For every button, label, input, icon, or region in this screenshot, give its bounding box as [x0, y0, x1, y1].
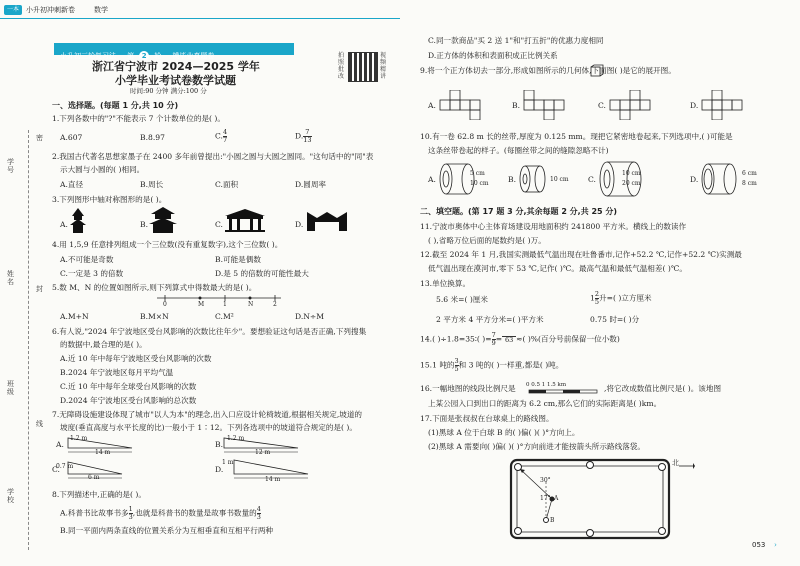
q8-option-a — [60, 506, 261, 521]
q5-option-b: B.M×N — [140, 312, 169, 321]
q16-stem-1a: 16.一幅地图的线段比例尺是 — [420, 384, 516, 393]
q1c-den: 7 — [222, 136, 228, 144]
q13-mixed-post: 升=( )立方厘米 — [598, 293, 652, 303]
side-label-id: 学号 — [7, 158, 14, 174]
q10d-inner: 6 cm — [742, 170, 757, 177]
q13-item-4: 0.75 时=( )分 — [590, 315, 640, 324]
q7-option-b-label: B. — [215, 440, 223, 449]
q13-stem: 13.单位换算。 — [420, 279, 471, 288]
q5-label-n: N — [248, 301, 254, 308]
q14-stem — [420, 332, 620, 347]
next-page-chevron-icon[interactable]: › — [774, 541, 777, 549]
q14-den2: 63 — [504, 335, 514, 344]
q1c-prefix: C. — [215, 131, 223, 141]
q13-item-2 — [590, 291, 652, 306]
banner-suffix: 模毕业真题卷 — [172, 52, 215, 60]
q10c-outer: 20 cm — [622, 180, 641, 187]
q10-option-a-label: A. — [428, 175, 436, 184]
q17-angle-17: 17° — [540, 495, 551, 502]
q5-stem: 5.数 M、N 的位置如图所示,则下列算式中得数最大的是( )。 — [52, 283, 257, 292]
q13-mixed-den: 5 — [594, 298, 599, 306]
q15-rest: 和 3 吨的( )一样重,都是( )吨。 — [458, 360, 564, 370]
qr-label-right: 视频精讲 — [380, 52, 387, 80]
q6-option-c: C.近 10 年中每年全球受台风影响的次数 — [60, 382, 197, 391]
q1c-num: 4 — [222, 128, 228, 136]
q9-solid-figure — [590, 64, 604, 77]
q14-prefix: 14.( )÷1.8=35∶( )= — [420, 334, 492, 344]
q9-option-d-label: D. — [690, 101, 699, 110]
q5-option-c: C.M² — [215, 312, 234, 321]
q8a-prefix: A.科普书比故事书多 — [60, 508, 129, 518]
q10-stem-1: 10.有一卷 62.8 m 长的丝带,厚度为 0.125 mm。现把它紧密地卷起来,下列选项中,( )可能是 — [420, 132, 733, 141]
gate-icon — [305, 208, 349, 232]
q1d-den: 13 — [303, 136, 312, 144]
q1d-prefix: D. — [295, 131, 304, 141]
q9b-net — [522, 90, 584, 120]
q12-stem-2: 低气温出现在漠河市,零下 53 ℃,记作( )℃。最高气温和最低气温相差( )℃。 — [428, 264, 687, 273]
q4-stem: 4.用 1,5,9 任意排列组成一个三位数(没有重复数字),这个三位数( )。 — [52, 240, 283, 249]
subject-label: 数学 — [94, 6, 108, 14]
banner-round-number: 2 — [139, 51, 149, 61]
q17-part-2: (2)黑球 A 需要向( )偏( )( )°方向前进才能按箭头所示路线落袋。 — [428, 442, 645, 451]
q15-prefix: 15.1 吨的 — [420, 360, 455, 370]
q16-stem-2: 上某公园入口到出口的距离为 6.2 cm,那么它们的实际距离是( )km。 — [428, 399, 662, 408]
q17-stem: 17.下面是张叔叔在台球桌上的路线图。 — [420, 414, 554, 423]
q13-mixed-whole: 1 — [590, 293, 595, 303]
q6-option-d: D.2024 年宁波地区受台风影响的总次数 — [60, 396, 197, 405]
q9-stem: 9.将一个正方体切去一部分,形成如图所示的几何体,下面图( )是它的展开图。 — [420, 66, 676, 75]
side-label-class: 班级 — [7, 380, 14, 396]
q10b-dim: 10 cm — [550, 176, 569, 183]
q14-num1: 7 — [491, 331, 496, 339]
q7-stem-1: 7.无障碍设施建设体现了城市"以人为本"的理念,出入口应设计轮椅坡道,根据相关规定,坡道的 — [52, 410, 363, 419]
q14-fraction-2 — [502, 336, 516, 344]
hall-icon — [223, 208, 267, 232]
q7c-length: 6 m — [88, 474, 100, 481]
q16-scale-labels: 0 0.5 1 1.5 km — [526, 382, 567, 388]
q8-option-d: D.正方体的体积和表面积成正比例关系 — [428, 51, 558, 60]
q14-suffix: ≈( )%(百分号前保留一位小数) — [516, 334, 620, 344]
q7-option-a-label: A. — [56, 440, 64, 449]
q3-stem: 3.下列图形中轴对称图形的是( )。 — [52, 195, 167, 204]
q8a-den1: 3 — [128, 513, 133, 521]
side-label-school: 学校 — [7, 488, 14, 504]
q9d-net — [700, 90, 762, 120]
q3-option-c-label: C. — [215, 220, 223, 229]
q7d-height: 1 m — [222, 459, 234, 466]
q7a-length: 14 m — [95, 449, 111, 456]
q2-option-c: C.面积 — [215, 180, 239, 189]
q4-option-d: D.是 5 的倍数的可能性最大 — [215, 269, 309, 278]
pool-table-diagram — [508, 457, 674, 543]
side-mark-secret: 密 — [36, 134, 43, 142]
q7b-height: 1.2 m — [227, 435, 245, 442]
q9c-net — [608, 90, 670, 120]
q16-scale-bar — [528, 389, 600, 395]
north-arrow-icon — [678, 462, 696, 470]
q7b-length: 12 m — [255, 449, 271, 456]
q8-option-c: C.同一款商品"买 2 送 1"和"打五折"的优惠力度相同 — [428, 36, 604, 45]
q12-stem-1: 12.截至 2024 年 1 月,我国实测最低气温出现在吐鲁番市,记作+52.2 ℃,记作+52.2 ℃)实测最 — [420, 250, 742, 259]
q8-stem: 8.下列描述中,正确的是( )。 — [52, 490, 146, 499]
banner-round-post: 轮 — [154, 52, 162, 60]
q13-mixed-num: 2 — [594, 290, 599, 298]
q7d-length: 14 m — [265, 476, 281, 483]
q10-option-b-label: B. — [508, 175, 516, 184]
q10d-outer: 8 cm — [742, 180, 757, 187]
q15-den: 5 — [454, 365, 459, 373]
q11-stem-1: 11.宁波市奥体中心主体育场建设用地面积约 241800 平方米。横线上的数读作 — [420, 222, 687, 231]
q7c-height: 0.7 m — [56, 463, 74, 470]
paper-title-line2: 小学毕业考试卷数学试题 — [115, 74, 236, 87]
q1-stem: 1.下列各数中的"?"不能表示 7 个计数单位的是( )。 — [52, 114, 225, 123]
q6-option-b: B.2024 年宁波地区每月平均气温 — [60, 368, 174, 377]
q7a-height: 1.2 m — [70, 435, 88, 442]
pavilion-icon — [148, 206, 178, 234]
section-fill: 二、填空题。(第 17 题 3 分,其余每题 2 分,共 25 分) — [420, 207, 618, 216]
q5-number-line — [155, 294, 285, 308]
q17-part-1: (1)黑球 A 位于白球 B 的( )偏( )( )°方向上。 — [428, 428, 580, 437]
q2-option-b: B.周长 — [140, 180, 164, 189]
side-mark-line: 线 — [36, 420, 43, 428]
binding-line — [28, 130, 29, 550]
q7-option-d-label: D. — [215, 465, 224, 474]
q13-item-3: 2 平方米 4 平方分米=( )平方米 — [436, 315, 544, 324]
q15-num: 3 — [454, 357, 459, 365]
q10-stem-2: 这条丝带卷起的样子。(每圈丝带之间的缝隙忽略不计) — [428, 146, 609, 155]
q1-option-b: B.8.97 — [140, 133, 165, 142]
q4-option-a: A.不可能是奇数 — [60, 255, 114, 264]
q11-stem-2: ( ),省略万位后面的尾数约是( )万。 — [428, 236, 546, 245]
q14-den1: 9 — [491, 339, 496, 347]
round-banner — [54, 43, 294, 60]
q1-option-a: A.607 — [60, 133, 83, 142]
q3-option-b-label: B. — [140, 220, 148, 229]
qr-label-left: 拍照批改 — [338, 52, 345, 80]
banner-prefix: 小升初三轮复习法 — [60, 52, 116, 60]
q8-option-b: B.同一平面内两条直线的位置关系分为互相垂直和互相平行两种 — [60, 526, 274, 535]
q1-option-d — [295, 129, 312, 144]
north-label: 北 — [672, 459, 679, 467]
q4-option-c: C.一定是 3 的倍数 — [60, 269, 124, 278]
q8a-middle: ,也就是科普书的数量是故事书数量的 — [132, 508, 257, 518]
q17-angle-30: 30° — [540, 477, 551, 484]
q5-tick-0: 0 — [163, 301, 167, 308]
q10b-roll — [518, 164, 548, 194]
q10-option-c-label: C. — [588, 175, 596, 184]
side-mark-seal: 封 — [36, 285, 43, 293]
q1d-fraction — [303, 129, 311, 144]
q1c-fraction — [223, 129, 227, 144]
q9-option-c-label: C. — [598, 101, 606, 110]
header-rule — [0, 18, 400, 19]
q9-option-b-label: B. — [512, 101, 520, 110]
q15-stem — [420, 358, 563, 373]
q1d-num: 7 — [303, 129, 311, 137]
q10-option-d-label: D. — [690, 175, 699, 184]
section-choice: 一、选择题。(每题 1 分,共 10 分) — [52, 101, 179, 110]
page-number: 053 — [752, 541, 766, 549]
q2-stem-1: 2.我国古代著名思想家墨子在 2400 多年前曾提出:"小圆之圆与大圆之圆同。"这句话中的"同"表 — [52, 152, 374, 161]
series-name: 小升初冲刺新卷 — [26, 6, 75, 14]
q8a-num1: 1 — [128, 505, 133, 513]
q2-stem-2: 示大圆与小圆的( )相同。 — [60, 165, 145, 174]
q5-option-a: A.M+N — [60, 312, 89, 321]
q9-option-a-label: A. — [428, 101, 436, 110]
brand-logo: 一本 — [4, 5, 22, 15]
q6-stem-2: 的数据中,最合理的是( )。 — [60, 340, 147, 349]
q8a-fraction-2 — [257, 506, 261, 521]
q6-stem-1: 6.有人说,"2024 年宁波地区受台风影响的次数比往年少"。要想验证这句话是否正确,下列搜集 — [52, 327, 367, 336]
q5-option-d: D.N÷M — [295, 312, 325, 321]
q16-stem-1b: ,将它改成数值比例尺是( )。该地图 — [604, 384, 722, 393]
q9a-net — [438, 90, 500, 120]
q1-option-c — [215, 129, 227, 144]
q3-option-d-label: D. — [295, 220, 304, 229]
q17-ball-a: A — [554, 495, 559, 502]
q6-option-a: A.近 10 年中每年宁波地区受台风影响的次数 — [60, 354, 212, 363]
q5-tick-2: 2 — [273, 301, 277, 308]
q10a-inner: 5 cm — [470, 170, 485, 177]
banner-round-pre: 第 — [127, 52, 135, 60]
q10d-roll — [700, 162, 740, 196]
q7-option-c-label: C. — [52, 465, 60, 474]
paper-title-line1: 浙江省宁波市 2024—2025 学年 — [92, 60, 260, 73]
q17-ball-b: B — [550, 517, 555, 524]
q8a-num2: 4 — [256, 505, 261, 513]
paper-meta: 时间:90 分钟 满分:100 分 — [130, 87, 207, 95]
q10c-inner: 10 cm — [622, 170, 641, 177]
q10a-outer: 10 cm — [470, 180, 489, 187]
q2-option-a: A.直径 — [60, 180, 84, 189]
q13-item-1: 5.6 米=( )厘米 — [436, 295, 488, 304]
q4-option-b: B.可能是偶数 — [215, 255, 261, 264]
q7-stem-2: 坡度(垂直高度与水平长度的比)一般小于 1∶12。下列各选项中的坡道符合规定的是( )。 — [60, 423, 357, 432]
q14-equals: = — [495, 334, 503, 344]
q2-option-d: D.圆周率 — [295, 180, 327, 189]
q5-tick-1: 1 — [223, 301, 227, 308]
pagoda-icon — [68, 206, 88, 234]
q3-option-a-label: A. — [60, 220, 68, 229]
q8a-den2: 3 — [256, 513, 261, 521]
q5-label-m: M — [198, 301, 205, 308]
side-label-name: 姓名 — [7, 270, 14, 286]
qr-code[interactable] — [348, 52, 378, 82]
